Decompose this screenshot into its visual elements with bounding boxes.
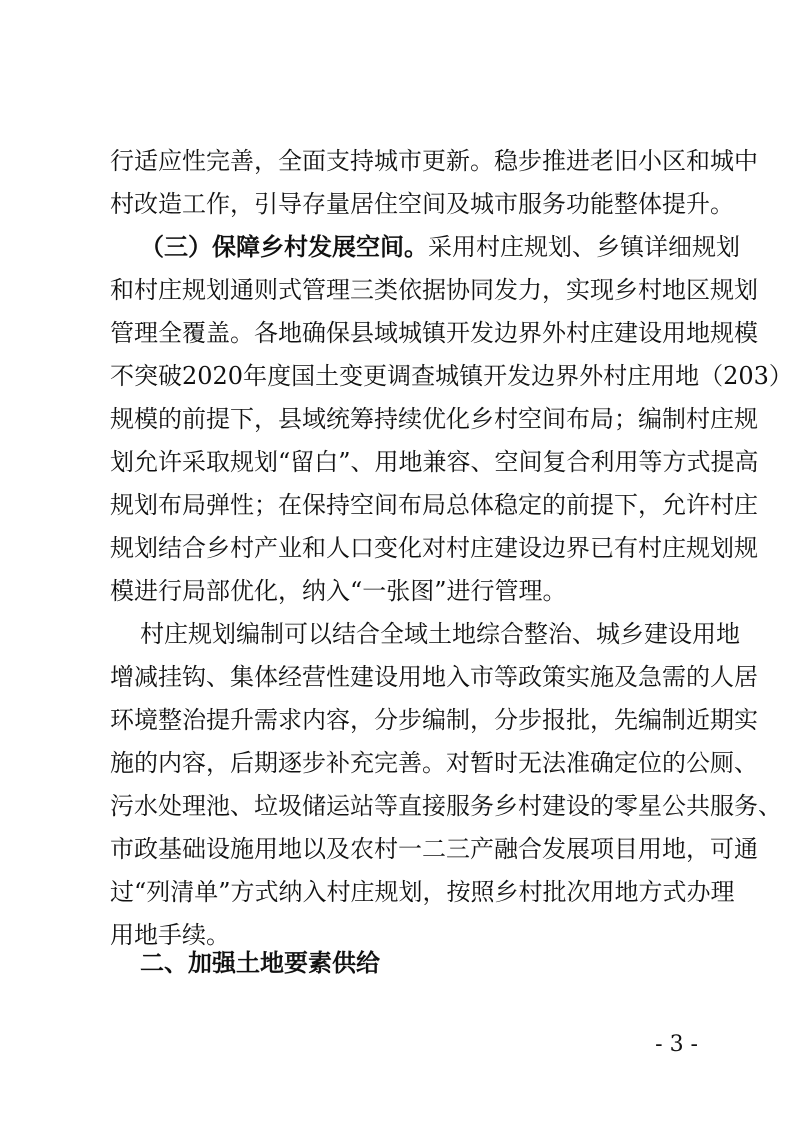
subsection-heading: （三）保障乡村发展空间。 bbox=[140, 233, 428, 261]
paragraph-line: 增减挂钩、集体经营性建设用地入市等政策实施及急需的人居 bbox=[110, 663, 758, 691]
paragraph-line: 村庄规划编制可以结合全域土地综合整治、城乡建设用地 bbox=[140, 620, 740, 648]
paragraph-line: 村改造工作，引导存量居住空间及城市服务功能整体提升。 bbox=[110, 190, 734, 218]
paragraph-line: 规模的前提下，县域统筹持续优化乡村空间布局；编制村庄规 bbox=[110, 405, 758, 433]
paragraph-text: 采用村庄规划、乡镇详细规划 bbox=[428, 233, 740, 261]
paragraph-line bbox=[140, 227, 740, 267]
paragraph-line: 行适应性完善，全面支持城市更新。稳步推进老旧小区和城中 bbox=[110, 147, 758, 175]
section-heading: 二、加强土地要素供给 bbox=[140, 949, 380, 977]
paragraph-line: 不突破2020年度国土变更调查城镇开发边界外村庄用地（203） bbox=[110, 362, 793, 390]
paragraph-line: 用地手续。 bbox=[110, 921, 230, 949]
paragraph-line: 和村庄规划通则式管理三类依据协同发力，实现乡村地区规划 bbox=[110, 276, 758, 304]
paragraph-line: 规划结合乡村产业和人口变化对村庄建设边界已有村庄规划规 bbox=[110, 534, 758, 562]
paragraph-line: 市政基础设施用地以及农村一二三产融合发展项目用地，可通 bbox=[110, 835, 758, 863]
page-number: - 3 - bbox=[655, 1032, 698, 1057]
paragraph-line: 管理全覆盖。各地确保县域城镇开发边界外村庄建设用地规模 bbox=[110, 319, 758, 347]
paragraph-line: 规划布局弹性；在保持空间布局总体稳定的前提下，允许村庄 bbox=[110, 491, 758, 519]
paragraph-line: 环境整治提升需求内容，分步编制，分步报批，先编制近期实 bbox=[110, 706, 758, 734]
paragraph-line: 划允许采取规划“留白”、用地兼容、空间复合利用等方式提高 bbox=[110, 448, 759, 476]
paragraph-line: 模进行局部优化，纳入“一张图”进行管理。 bbox=[110, 577, 567, 605]
paragraph-line: 过“列清单”方式纳入村庄规划，按照乡村批次用地方式办理 bbox=[110, 878, 735, 906]
paragraph-line: 施的内容，后期逐步补充完善。对暂时无法准确定位的公厕、 bbox=[110, 749, 758, 777]
paragraph-line: 污水处理池、垃圾储运站等直接服务乡村建设的零星公共服务、 bbox=[110, 792, 782, 820]
